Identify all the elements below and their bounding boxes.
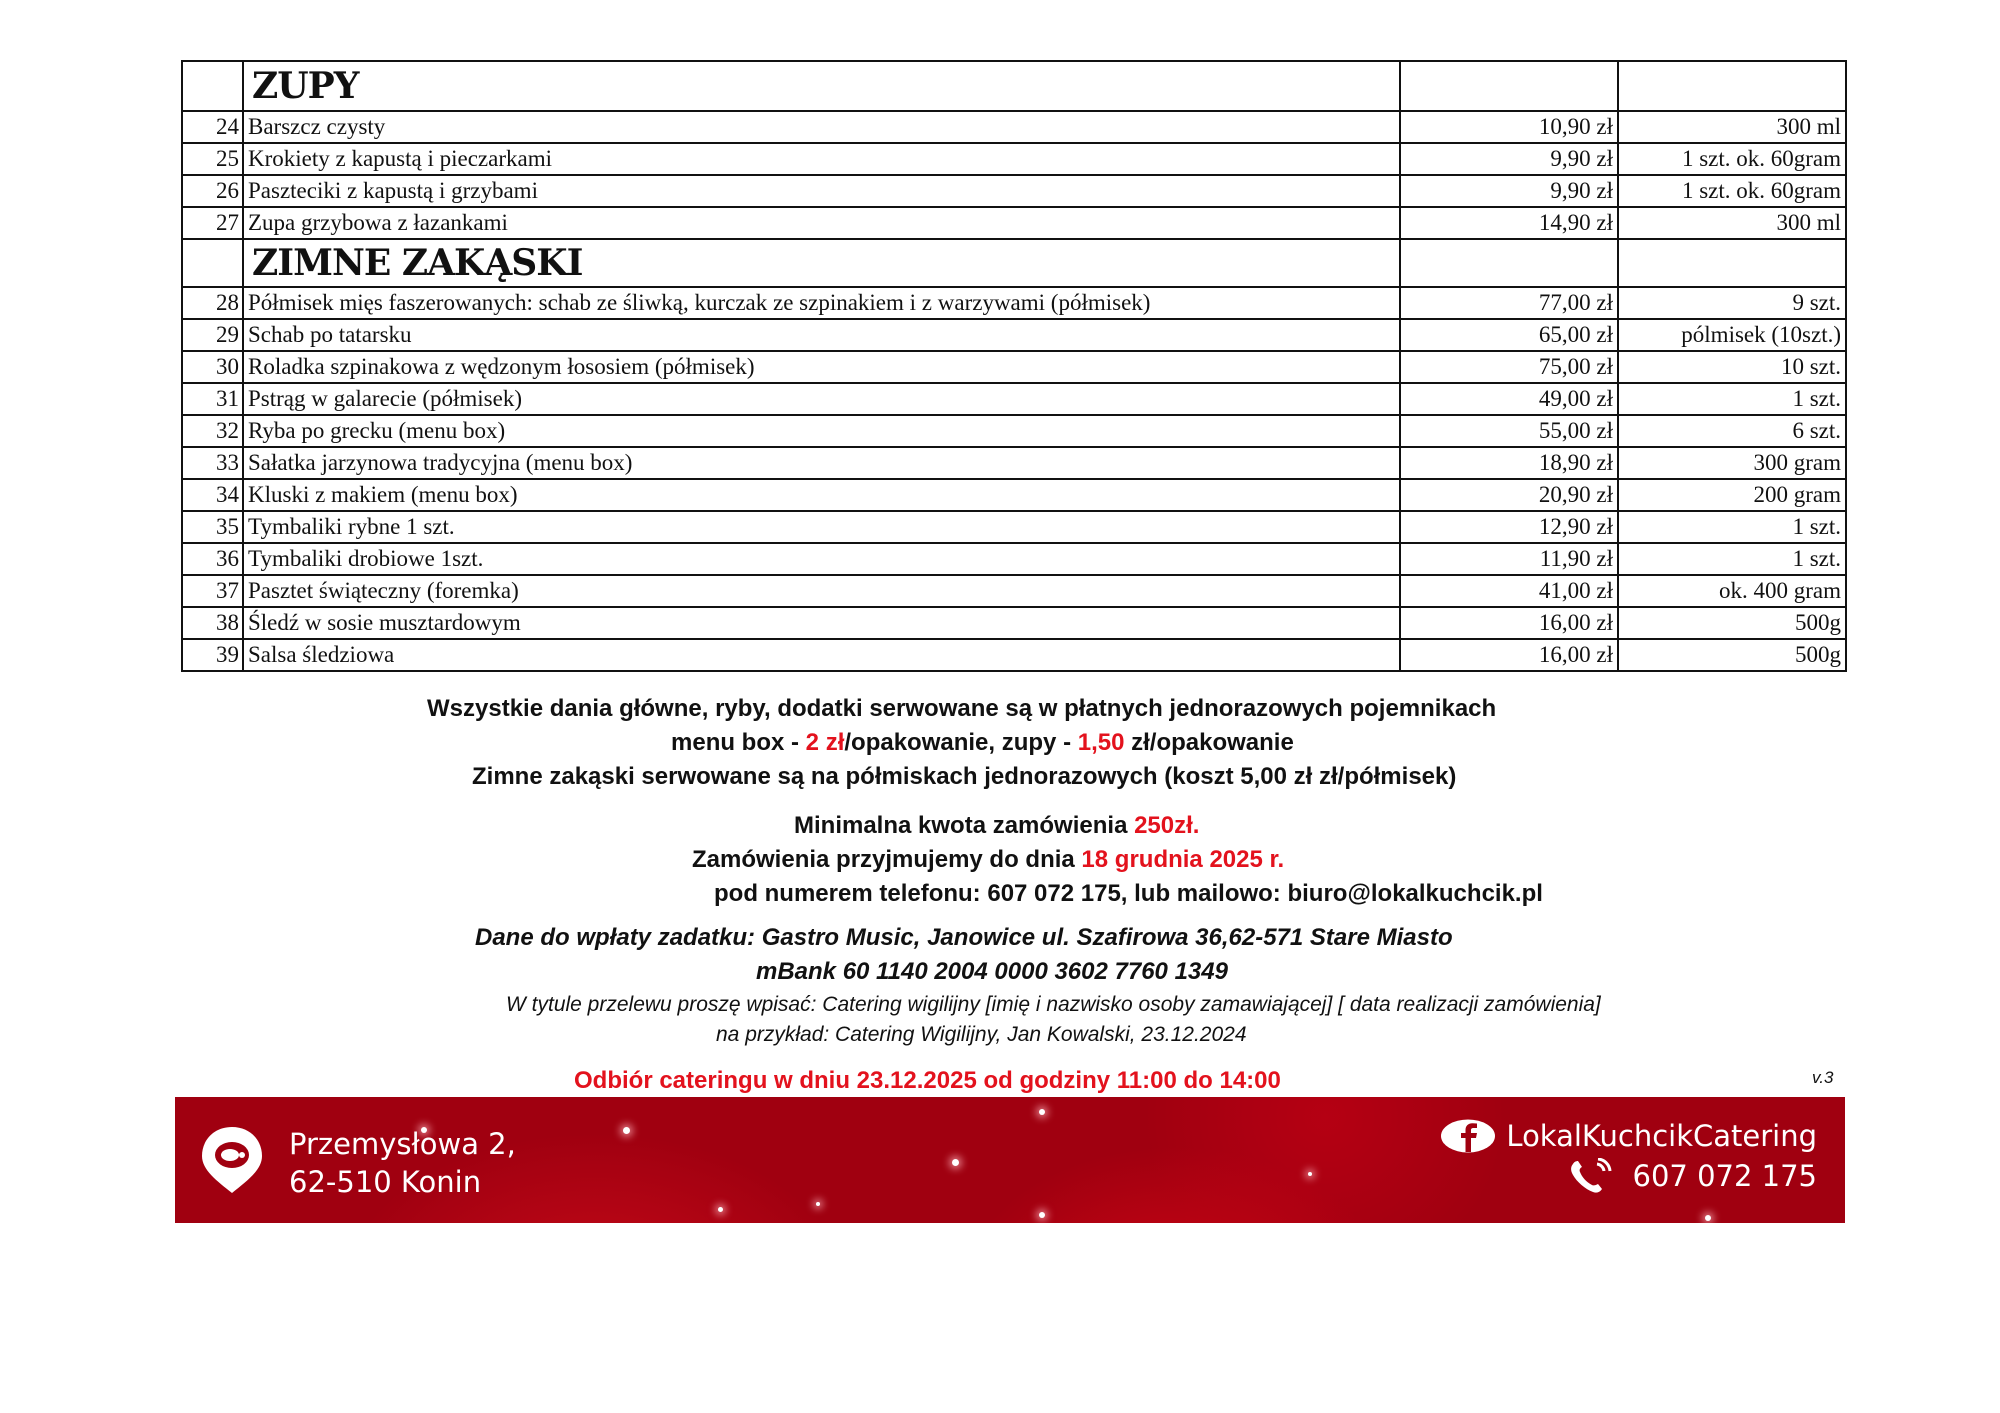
item-name: Zupa grzybowa z łazankami [243,207,1400,239]
section-header-row [182,61,1846,111]
item-unit: 300 ml [1618,207,1846,239]
menu-item-row [182,543,1846,575]
deposit-note: Dane do wpłaty zadatku: Gastro Music, Janowice ul. Szafirowa 36,62-571 Stare Miasto [475,924,1453,951]
soup-package-price: 1,50 [1077,729,1125,756]
item-number: 32 [182,415,243,447]
menu-item-row [182,111,1846,143]
item-name: Pasztet świąteczny (foremka) [243,575,1400,607]
item-price: 18,90 zł [1400,447,1618,479]
location-pin-icon [197,1125,267,1195]
address-street: Przemysłowa 2, [289,1127,516,1161]
item-name: Śledź w sosie musztardowym [243,607,1400,639]
item-price: 14,90 zł [1400,207,1618,239]
decor-dot [718,1207,723,1212]
menu-table-body [182,61,1846,671]
item-unit: 1 szt. [1618,543,1846,575]
transfer-example-note: na przykład: Catering Wigilijny, Jan Kowalski, 23.12.2024 [716,1023,1247,1046]
item-number: 35 [182,511,243,543]
min-order-label: Minimalna kwota zamówienia [794,812,1135,839]
item-unit: 1 szt. ok. 60gram [1618,143,1846,175]
item-unit: 9 szt. [1618,287,1846,319]
packaging-text-c: zł/opakowanie [1124,729,1294,756]
item-unit: 1 szt. ok. 60gram [1618,175,1846,207]
facebook-name: LokalKuchcikCatering [1506,1119,1817,1153]
item-price: 41,00 zł [1400,575,1618,607]
item-name: Paszteciki z kapustą i grzybami [243,175,1400,207]
facebook-link[interactable] [1440,1117,1817,1155]
item-price: 75,00 zł [1400,351,1618,383]
contact-note: pod numerem telefonu: 607 072 175, lub mailowo: biuro@lokalkuchcik.pl [714,880,1543,907]
item-price: 49,00 zł [1400,383,1618,415]
deadline-value: 18 grudnia 2025 r. [1081,846,1285,873]
address [289,1125,516,1201]
item-price: 10,90 zł [1400,111,1618,143]
decor-dot [623,1127,630,1134]
menu-item-row [182,175,1846,207]
menu-item-row [182,479,1846,511]
item-name: Tymbaliki rybne 1 szt. [243,511,1400,543]
transfer-title-note: W tytule przelewu proszę wpisać: Catering wigilijny [imię i nazwisko osoby zamawiającej] [ data realizacji zamówienia] [506,993,1601,1016]
packaging-note: Wszystkie dania główne, ryby, dodatki serwowane są w płatnych jednorazowych pojemnikach [427,695,1497,722]
item-number: 25 [182,143,243,175]
item-name: Krokiety z kapustą i pieczarkami [243,143,1400,175]
item-number: 24 [182,111,243,143]
item-number: 39 [182,639,243,671]
item-name: Pstrąg w galarecie (półmisek) [243,383,1400,415]
item-price: 77,00 zł [1400,287,1618,319]
item-unit: 500g [1618,607,1846,639]
menu-item-row [182,447,1846,479]
item-price: 55,00 zł [1400,415,1618,447]
menu-item-row [182,287,1846,319]
section-number-cell [182,239,243,287]
item-price: 12,90 zł [1400,511,1618,543]
deadline-label: Zamówienia przyjmujemy do dnia [692,846,1082,873]
version-label: v.3 [1812,1068,1834,1087]
min-order-note [794,812,1199,840]
menu-item-row [182,607,1846,639]
item-name: Roladka szpinakowa z wędzonym łososiem (półmisek) [243,351,1400,383]
item-unit: 500g [1618,639,1846,671]
section-number-cell [182,61,243,111]
phone-icon [1567,1158,1621,1194]
item-unit: pólmisek (10szt.) [1618,319,1846,351]
menu-item-row [182,575,1846,607]
item-price: 9,90 zł [1400,175,1618,207]
bank-account: mBank 60 1140 2004 0000 3602 7760 1349 [756,958,1228,985]
section-unit-cell [1618,61,1846,111]
phone-link[interactable] [1567,1157,1818,1195]
item-price: 16,00 zł [1400,639,1618,671]
decor-dot [816,1202,820,1206]
pickup-note: Odbiór cateringu w dniu 23.12.2025 od godziny 11:00 do 14:00 [574,1067,1281,1094]
item-name: Barszcz czysty [243,111,1400,143]
section-price-cell [1400,61,1618,111]
menu-item-row [182,383,1846,415]
item-name: Kluski z makiem (menu box) [243,479,1400,511]
platters-note: Zimne zakąski serwowane są na półmiskach jednorazowych (koszt 5,00 zł zł/półmisek) [472,763,1457,790]
item-price: 20,90 zł [1400,479,1618,511]
item-price: 9,90 zł [1400,143,1618,175]
deadline-note [692,846,1284,874]
item-name: Ryba po grecku (menu box) [243,415,1400,447]
item-name: Półmisek mięs faszerowanych: schab ze śliwką, kurczak ze szpinakiem i z warzywami (półmisek) [243,287,1400,319]
item-unit: 300 ml [1618,111,1846,143]
item-name: Schab po tatarsku [243,319,1400,351]
item-price: 65,00 zł [1400,319,1618,351]
item-number: 29 [182,319,243,351]
section-price-cell [1400,239,1618,287]
decor-dot [1308,1172,1312,1176]
item-number: 31 [182,383,243,415]
section-title: ZUPY [243,61,1400,111]
menu-table [181,60,1847,672]
item-unit: 300 gram [1618,447,1846,479]
item-price: 11,90 zł [1400,543,1618,575]
decor-dot [952,1159,959,1166]
contact-banner [175,1097,1845,1223]
menu-item-row [182,319,1846,351]
menu-item-row [182,351,1846,383]
item-unit: 6 szt. [1618,415,1846,447]
address-city: 62-510 Konin [289,1165,482,1199]
decor-dot [1705,1215,1711,1221]
section-unit-cell [1618,239,1846,287]
menu-item-row [182,511,1846,543]
item-name: Salsa śledziowa [243,639,1400,671]
facebook-icon [1440,1119,1496,1153]
packaging-prices-note [671,729,1294,757]
packaging-text-b: /opakowanie, zupy - [844,729,1078,756]
item-name: Sałatka jarzynowa tradycyjna (menu box) [243,447,1400,479]
decor-dot [1039,1212,1045,1218]
menu-item-row [182,143,1846,175]
menu-item-row [182,207,1846,239]
item-number: 27 [182,207,243,239]
item-unit: 10 szt. [1618,351,1846,383]
menu-box-price: 2 zł [805,729,845,756]
item-name: Tymbaliki drobiowe 1szt. [243,543,1400,575]
phone-number: 607 072 175 [1632,1159,1817,1193]
item-number: 26 [182,175,243,207]
item-unit: 1 szt. [1618,511,1846,543]
item-number: 37 [182,575,243,607]
item-number: 38 [182,607,243,639]
item-price: 16,00 zł [1400,607,1618,639]
item-unit: 200 gram [1618,479,1846,511]
menu-item-row [182,639,1846,671]
item-number: 36 [182,543,243,575]
item-number: 34 [182,479,243,511]
item-number: 30 [182,351,243,383]
decor-dot [1039,1109,1045,1115]
item-number: 33 [182,447,243,479]
min-order-value: 250zł. [1134,812,1200,839]
item-unit: ok. 400 gram [1618,575,1846,607]
menu-item-row [182,415,1846,447]
item-unit: 1 szt. [1618,383,1846,415]
item-number: 28 [182,287,243,319]
section-title: ZIMNE ZAKĄSKI [243,239,1400,287]
packaging-text-a: menu box - [671,729,806,756]
section-header-row [182,239,1846,287]
